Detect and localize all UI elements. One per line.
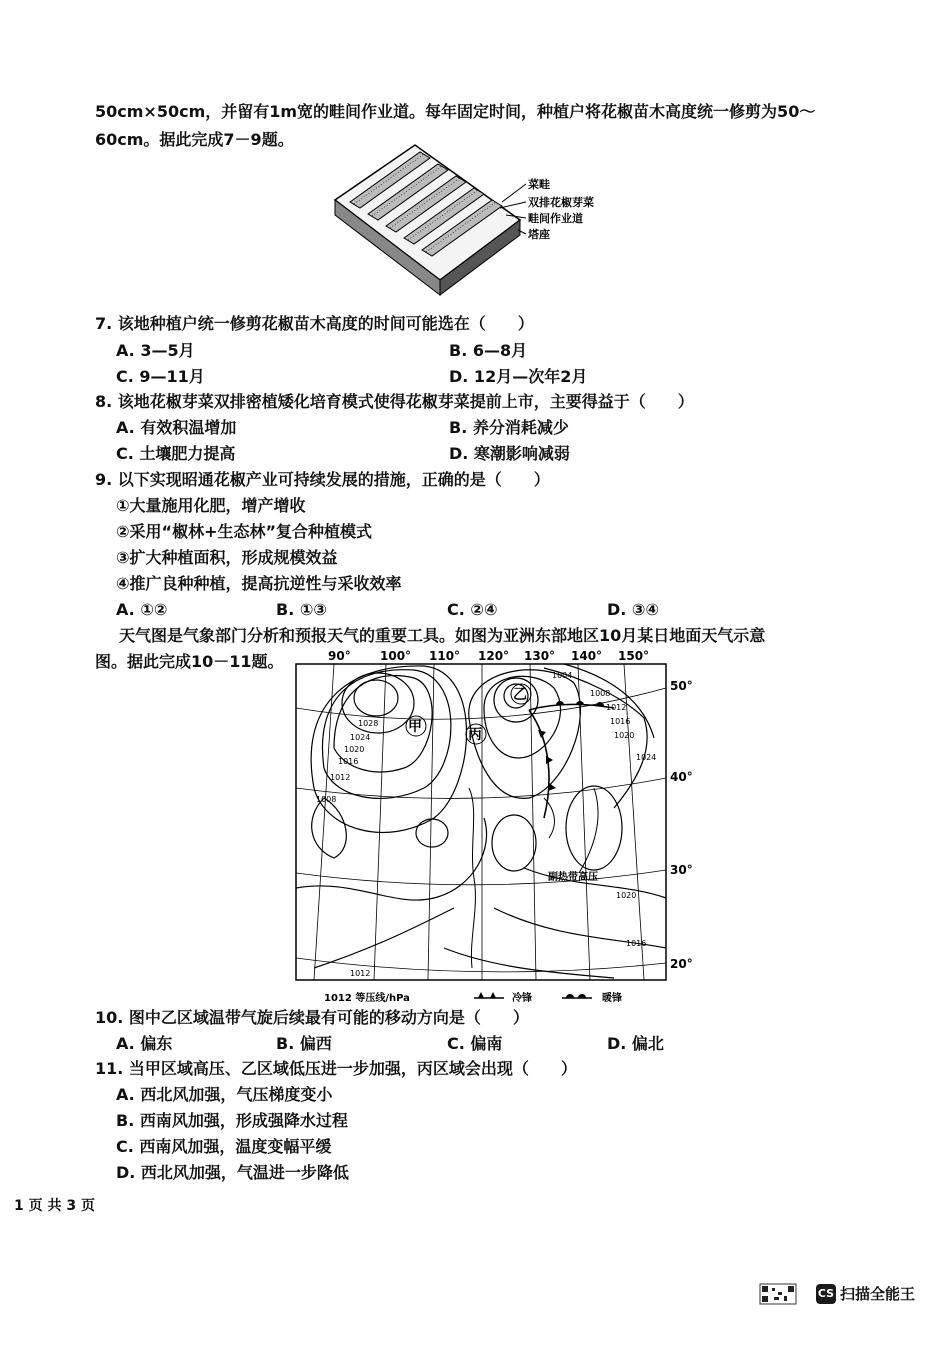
isobar-1024-e: 1024 [636, 753, 657, 762]
subtropical-high-label: 副热带高压 [548, 872, 598, 883]
q8-option-d[interactable]: D. 寒潮影响减弱 [449, 444, 570, 463]
lon-90: 90° [328, 649, 351, 663]
q9-option-b[interactable]: B. ①③ [276, 600, 327, 619]
region-jia: 甲 [408, 719, 422, 735]
lon-110: 110° [429, 649, 461, 663]
intro2-line-1: 天气图是气象部门分析和预报天气的重要工具。如图为亚洲东部地区10月某日地面天气示意 [119, 626, 766, 645]
isobar-1020-s: 1020 [616, 891, 637, 900]
q10-option-c[interactable]: C. 偏南 [447, 1034, 503, 1053]
legend-cold-front: 冷锋 [512, 993, 532, 1004]
weather-map [294, 648, 693, 988]
isobar-1012: 1012 [330, 773, 351, 782]
label-caiqi: 菜畦 [528, 178, 550, 191]
intro-line-2: 60cm。据此完成7－9题。 [95, 130, 294, 149]
isobar-1024: 1024 [350, 733, 371, 742]
isobar-1012-s: 1012 [350, 969, 371, 978]
q9-option-a[interactable]: A. ①② [116, 600, 168, 619]
planting-bed-figure [330, 140, 620, 300]
lon-120: 120° [478, 649, 510, 663]
q11-stem: 11. 当甲区域高压、乙区域低压进一步加强，丙区域会出现（ ） [95, 1059, 577, 1078]
label-base: 塔座 [528, 228, 550, 241]
isobar-1008-w: 1008 [316, 795, 337, 804]
q8-option-b[interactable]: B. 养分消耗减少 [449, 418, 569, 437]
q11-option-b[interactable]: B. 西南风加强，形成强降水过程 [116, 1111, 348, 1130]
intro-line-1: 50cm×50cm，并留有1m宽的畦间作业道。每年固定时间，种植户将花椒苗木高度统一修剪为50～ [95, 102, 816, 121]
q11-option-c[interactable]: C. 西南风加强，温度变幅平缓 [116, 1137, 332, 1156]
q8-stem: 8. 该地花椒芽菜双排密植矮化培育模式使得花椒芽菜提前上市，主要得益于（ ） [95, 392, 694, 411]
intro2-line-2: 图。据此完成10－11题。 [95, 652, 284, 671]
isobar-1012-e: 1012 [606, 703, 627, 712]
isobar-1016-e: 1016 [610, 717, 631, 726]
page-number: 1 页 共 3 页 [14, 1198, 95, 1214]
q7-option-a[interactable]: A. 3—5月 [116, 341, 195, 360]
q7-stem: 7. 该地种植户统一修剪花椒苗木高度的时间可能选在（ ） [95, 314, 534, 333]
lat-20: 20° [670, 957, 693, 971]
isobar-1020-e: 1020 [614, 731, 635, 740]
lat-40: 40° [670, 770, 693, 784]
q11-option-a[interactable]: A. 西北风加强，气压梯度变小 [116, 1085, 333, 1104]
q10-option-a[interactable]: A. 偏东 [116, 1034, 173, 1053]
q8-option-a[interactable]: A. 有效积温增加 [116, 418, 237, 437]
lat-50: 50° [670, 679, 693, 693]
q9-item-4: ④推广良种种植，提高抗逆性与采收效率 [116, 574, 402, 593]
q9-item-2: ②采用“椒林+生态林”复合种植模式 [116, 522, 372, 541]
q10-stem: 10. 图中乙区域温带气旋后续最有可能的移动方向是（ ） [95, 1008, 529, 1027]
isobar-1004: 1004 [552, 671, 573, 680]
q11-option-d[interactable]: D. 西北风加强，气温进一步降低 [116, 1163, 349, 1182]
q7-option-d[interactable]: D. 12月—次年2月 [449, 367, 588, 386]
q7-option-b[interactable]: B. 6—8月 [449, 341, 528, 360]
q9-item-3: ③扩大种植面积，形成规模效益 [116, 548, 338, 567]
label-walkway: 畦间作业道 [528, 212, 583, 225]
legend-warm-front: 暖锋 [602, 993, 622, 1004]
qr-code-icon [758, 1282, 798, 1306]
region-bing: 丙 [468, 727, 482, 743]
lat-30: 30° [670, 863, 693, 877]
isobar-1008-e: 1008 [590, 689, 611, 698]
map-legend [322, 988, 662, 1006]
brand-name: 扫描全能王 [840, 1285, 916, 1303]
q7-option-c[interactable]: C. 9—11月 [116, 367, 205, 386]
lon-100: 100° [380, 649, 412, 663]
scanner-watermark [758, 1282, 938, 1306]
q10-option-d[interactable]: D. 偏北 [607, 1034, 664, 1053]
region-yi: 乙 [513, 687, 527, 703]
q10-option-b[interactable]: B. 偏西 [276, 1034, 332, 1053]
q9-item-1: ①大量施用化肥，增产增收 [116, 496, 306, 515]
lon-150: 150° [618, 649, 650, 663]
isobar-1020: 1020 [344, 745, 365, 754]
legend-isobar: 1012 等压线/hPa [324, 993, 410, 1004]
cs-logo-icon: CS [816, 1284, 836, 1304]
isobar-1028: 1028 [358, 719, 379, 728]
q8-option-c[interactable]: C. 土壤肥力提高 [116, 444, 236, 463]
lon-130: 130° [524, 649, 556, 663]
q9-option-d[interactable]: D. ③④ [607, 600, 660, 619]
isobar-1016-s: 1016 [626, 939, 647, 948]
lon-140: 140° [571, 649, 603, 663]
label-double-row: 双排花椒芽菜 [528, 196, 594, 209]
q9-stem: 9. 以下实现昭通花椒产业可持续发展的措施，正确的是（ ） [95, 470, 550, 489]
q9-option-c[interactable]: C. ②④ [447, 600, 498, 619]
isobar-1016: 1016 [338, 757, 359, 766]
